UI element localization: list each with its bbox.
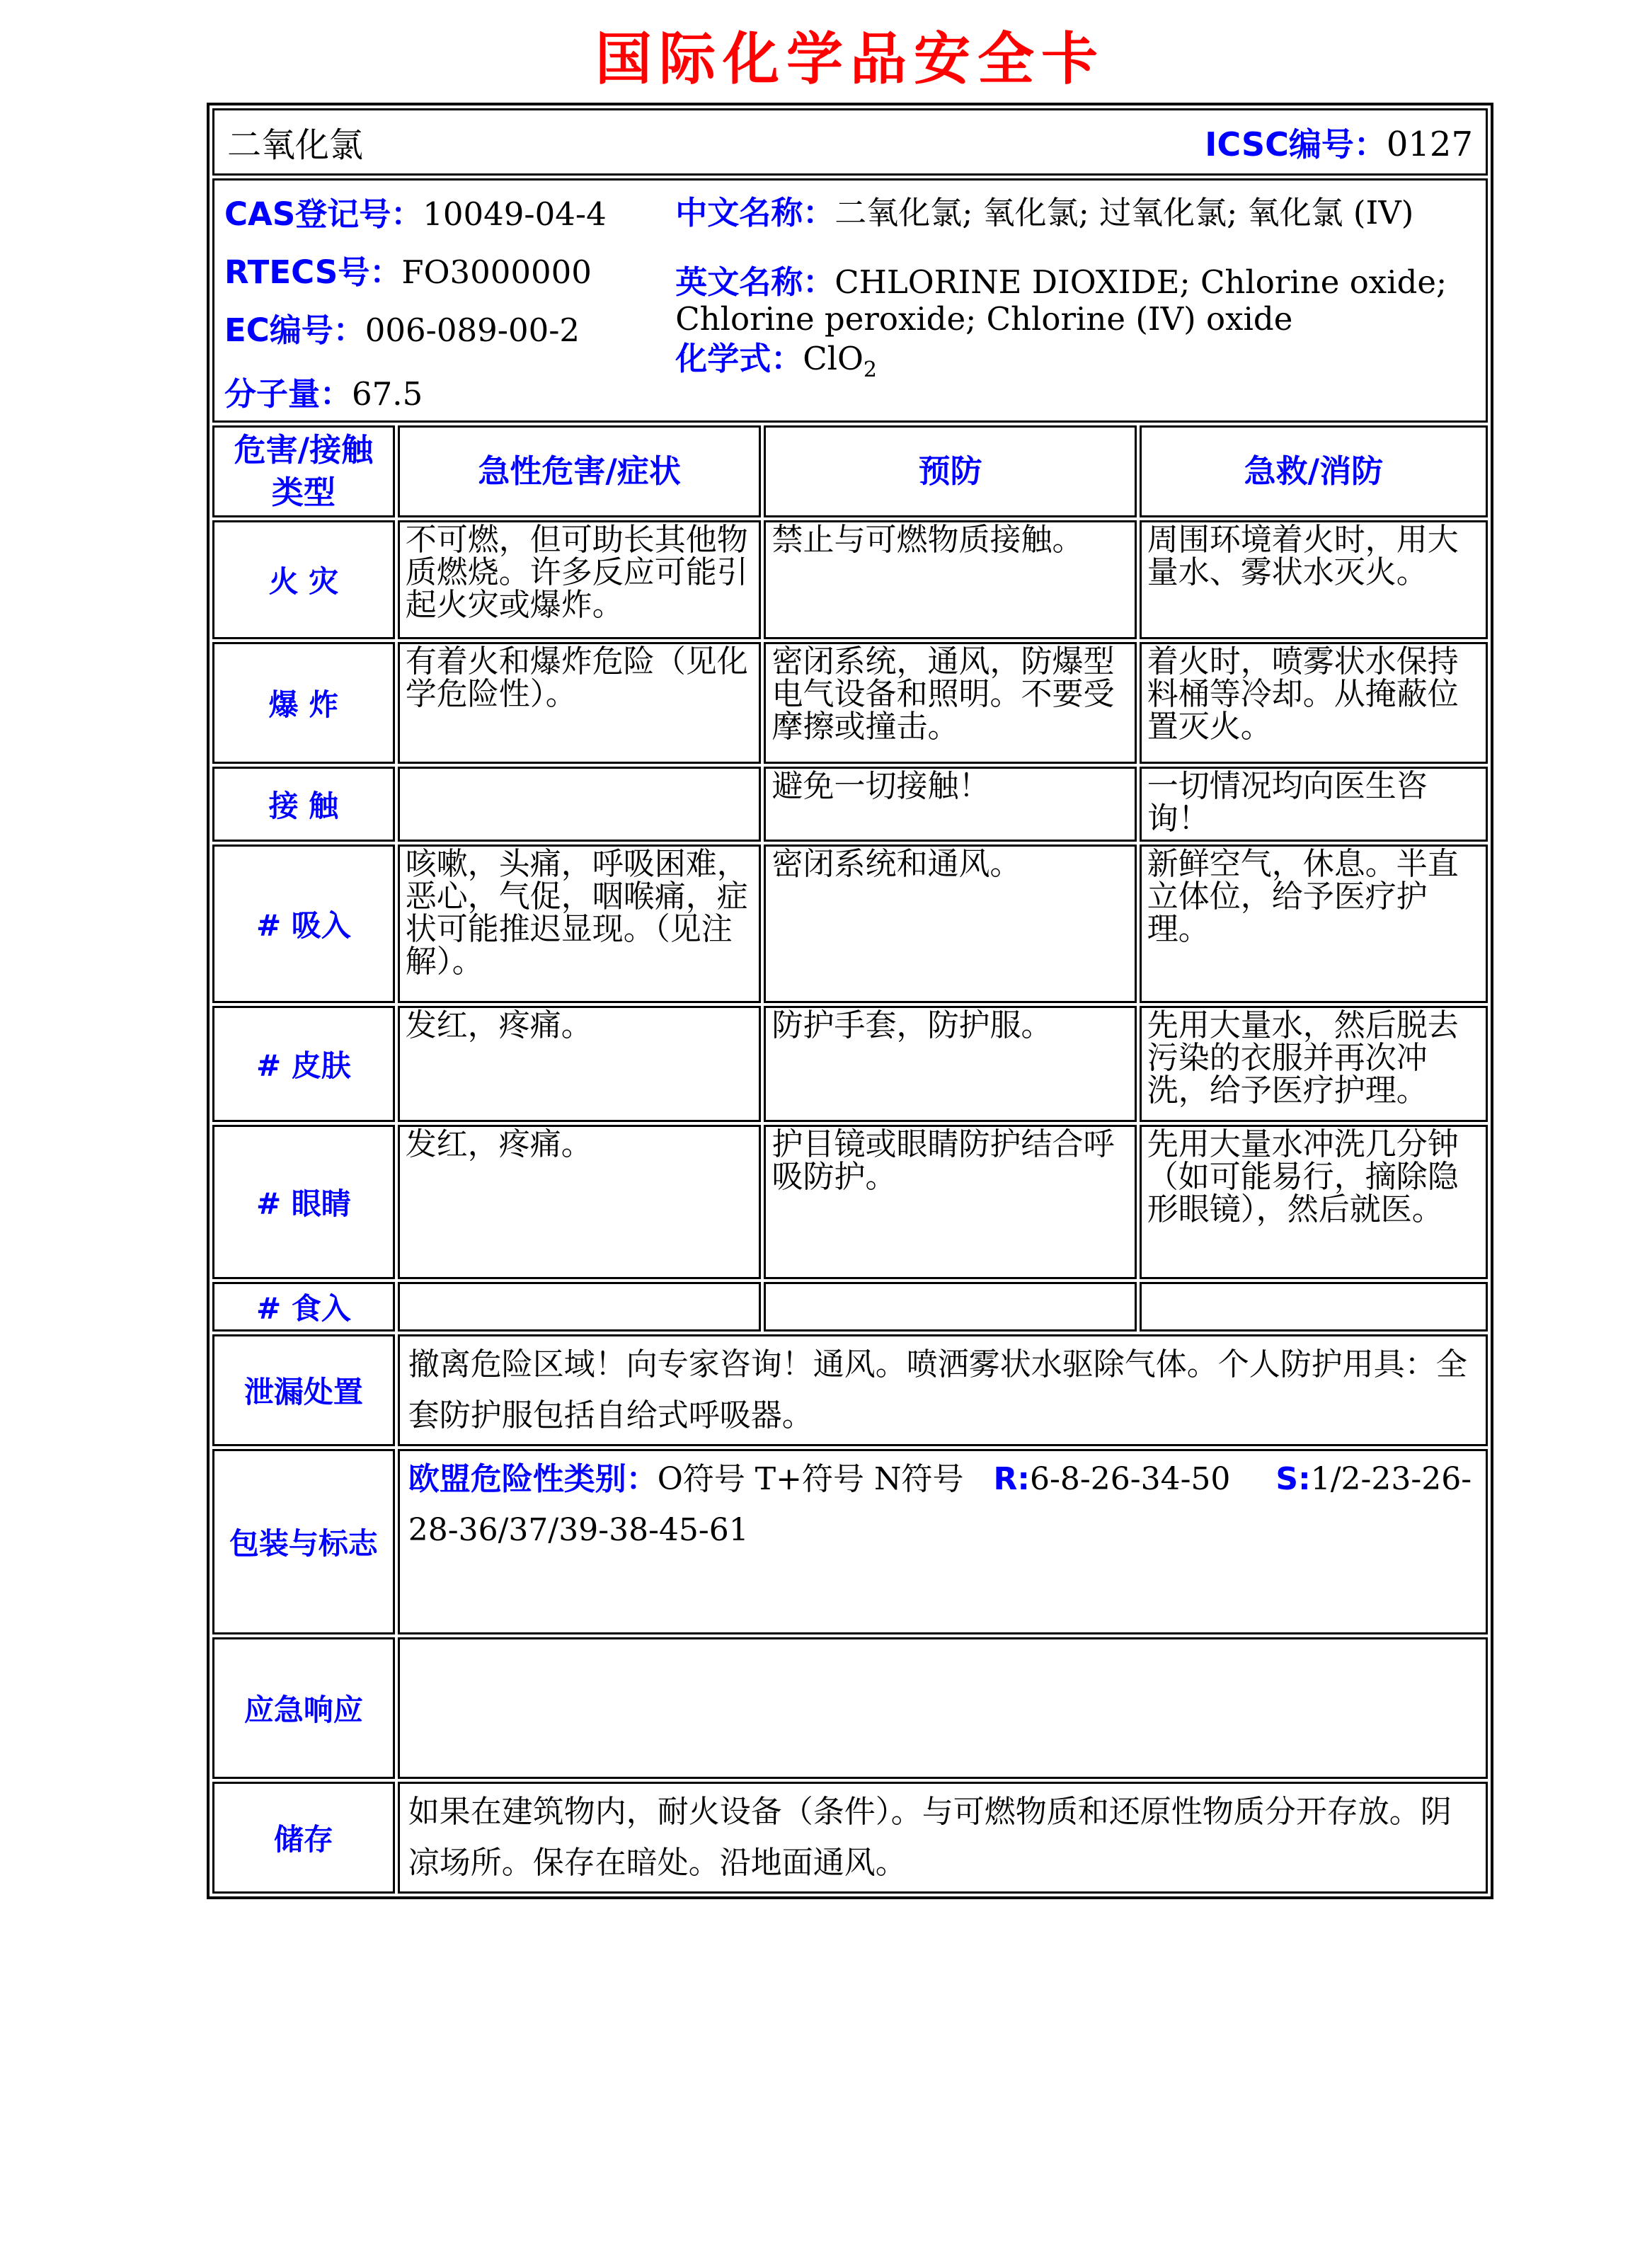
cas-value: 10049-04-4	[423, 195, 607, 233]
row-label-contact: 接 触	[212, 767, 395, 842]
emergency-response-text	[398, 1637, 1488, 1779]
row-label-eyes: # 眼睛	[212, 1125, 395, 1279]
substance-name: 二氧化氯	[227, 125, 364, 165]
table-row-contact	[212, 767, 1488, 842]
molecular-weight-line	[224, 374, 675, 414]
identifiers-left-column	[224, 195, 675, 414]
row-label-fire: 火 灾	[212, 520, 395, 639]
rtecs-label: RTECS号：	[224, 253, 402, 291]
eyes-first-aid: 先用大量水冲洗几分钟（如可能易行，摘除隐形眼镜），然后就医。	[1140, 1125, 1488, 1279]
inhalation-prevention: 密闭系统和通风。	[764, 844, 1136, 1003]
packaging-labeling-text	[398, 1449, 1488, 1634]
contact-symptoms	[398, 767, 762, 842]
ec-label: EC编号：	[224, 311, 365, 349]
row-label-skin: # 皮肤	[212, 1006, 395, 1122]
table-row-fire	[212, 520, 1488, 639]
english-name-value: CHLORINE DIOXIDE; Chlorine oxide; Chlorine peroxide; Chlorine (IV) oxide	[675, 263, 1447, 338]
chemical-formula-line	[675, 340, 1477, 389]
s-phrases-label: S:	[1275, 1461, 1311, 1497]
chemical-formula-subscript: 2	[863, 357, 878, 382]
ingestion-prevention	[764, 1282, 1136, 1332]
skin-first-aid: 先用大量水，然后脱去污染的衣服并再次冲洗，给予医疗护理。	[1140, 1006, 1488, 1122]
safety-card-table	[207, 103, 1493, 1899]
skin-symptoms: 发红，疼痛。	[398, 1006, 762, 1122]
safety-card	[207, 103, 1493, 1899]
spill-disposal-text: 撤离危险区域！向专家咨询！通风。喷洒雾状水驱除气体。个人防护用具：全套防护服包括自给式呼吸器。	[398, 1334, 1488, 1446]
table-row-emergency-response	[212, 1637, 1488, 1779]
table-row-ingestion	[212, 1282, 1488, 1332]
row-label-explosion: 爆 炸	[212, 642, 395, 764]
explosion-first-aid: 着火时，喷雾状水保持料桶等冷却。从掩蔽位置灭火。	[1140, 642, 1488, 764]
eyes-prevention: 护目镜或眼睛防护结合呼吸防护。	[764, 1125, 1136, 1279]
table-row-storage	[212, 1782, 1488, 1894]
inhalation-symptoms: 咳嗽，头痛，呼吸困难，恶心，气促，咽喉痛，症状可能推迟显现。（见注解）。	[398, 844, 762, 1003]
eu-hazard-class-value: O符号 T+符号 N符号	[657, 1461, 964, 1497]
contact-first-aid: 一切情况均向医生咨询！	[1140, 767, 1488, 842]
row-label-inhalation: # 吸入	[212, 844, 395, 1003]
cas-number-line	[224, 195, 675, 234]
rtecs-value: FO3000000	[401, 253, 592, 291]
ec-number-line	[224, 311, 675, 350]
fire-first-aid: 周围环境着火时，用大量水、雾状水灭火。	[1140, 520, 1488, 639]
s-phrases-value: 1/2-23-26-28-36/37/39-38-45-61	[408, 1461, 1472, 1548]
hazard-table-header-row	[212, 425, 1488, 517]
rtecs-number-line	[224, 253, 675, 292]
cas-label: CAS登记号：	[224, 195, 423, 233]
molecular-weight-value: 67.5	[352, 375, 423, 413]
explosion-prevention: 密闭系统，通风，防爆型电气设备和照明。不要受摩擦或撞击。	[764, 642, 1136, 764]
skin-prevention: 防护手套，防护服。	[764, 1006, 1136, 1122]
substance-header-cell	[212, 108, 1488, 176]
identifiers-cell	[212, 178, 1488, 423]
ingestion-symptoms	[398, 1282, 762, 1332]
table-row-skin	[212, 1006, 1488, 1122]
row-label-packaging-labeling: 包装与标志	[212, 1449, 395, 1634]
chinese-name-label: 中文名称：	[675, 194, 835, 231]
ec-value: 006-089-00-2	[365, 311, 580, 349]
identifiers-right-column	[675, 195, 1477, 414]
header-hazard-type: 危害/接触类型	[212, 425, 395, 517]
header-acute-symptoms: 急性危害/症状	[398, 425, 762, 517]
table-row-eyes	[212, 1125, 1488, 1279]
chemical-formula-label: 化学式：	[675, 340, 803, 377]
explosion-symptoms: 有着火和爆炸危险（见化学危险性）。	[398, 642, 762, 764]
icsc-label: ICSC编号：	[1205, 125, 1387, 164]
identifiers-block	[224, 195, 1477, 414]
contact-prevention: 避免一切接触！	[764, 767, 1136, 842]
table-row-inhalation	[212, 844, 1488, 1003]
header-prevention: 预防	[764, 425, 1136, 517]
row-label-ingestion: # 食入	[212, 1282, 395, 1332]
page-title: 国际化学品安全卡	[595, 26, 1105, 92]
identifiers-row	[212, 178, 1488, 423]
eyes-symptoms: 发红，疼痛。	[398, 1125, 762, 1279]
fire-prevention: 禁止与可燃物质接触。	[764, 520, 1136, 639]
r-phrases-label: R:	[993, 1461, 1030, 1497]
fire-symptoms: 不可燃，但可助长其他物质燃烧。许多反应可能引起火灾或爆炸。	[398, 520, 762, 639]
english-name-line	[675, 264, 1477, 338]
ingestion-first-aid	[1140, 1282, 1488, 1332]
chinese-name-line	[675, 195, 1477, 231]
row-label-emergency-response: 应急响应	[212, 1637, 395, 1779]
table-row-explosion	[212, 642, 1488, 764]
inhalation-first-aid: 新鲜空气，休息。半直立体位，给予医疗护理。	[1140, 844, 1488, 1003]
molecular-weight-label: 分子量：	[224, 375, 352, 413]
substance-header	[227, 118, 1473, 166]
row-label-storage: 储存	[212, 1782, 395, 1894]
header-first-aid: 急救/消防	[1140, 425, 1488, 517]
icsc-number-group	[1205, 119, 1473, 166]
storage-text: 如果在建筑物内，耐火设备（条件）。与可燃物质和还原性物质分开存放。阴凉场所。保存在暗处。沿地面通风。	[398, 1782, 1488, 1894]
table-row-spill-disposal	[212, 1334, 1488, 1446]
r-phrases-value: 6-8-26-34-50	[1030, 1461, 1231, 1497]
eu-hazard-class-label: 欧盟危险性类别：	[408, 1461, 658, 1497]
chinese-name-value: 二氧化氯; 氧化氯; 过氧化氯; 氧化氯 (IV)	[834, 194, 1414, 231]
substance-header-row	[212, 108, 1488, 176]
table-row-packaging-labeling	[212, 1449, 1488, 1634]
row-label-spill-disposal: 泄漏处置	[212, 1334, 395, 1446]
icsc-number: 0127	[1386, 124, 1473, 164]
english-name-label: 英文名称：	[675, 263, 835, 301]
chemical-formula-base: ClO	[803, 340, 864, 377]
